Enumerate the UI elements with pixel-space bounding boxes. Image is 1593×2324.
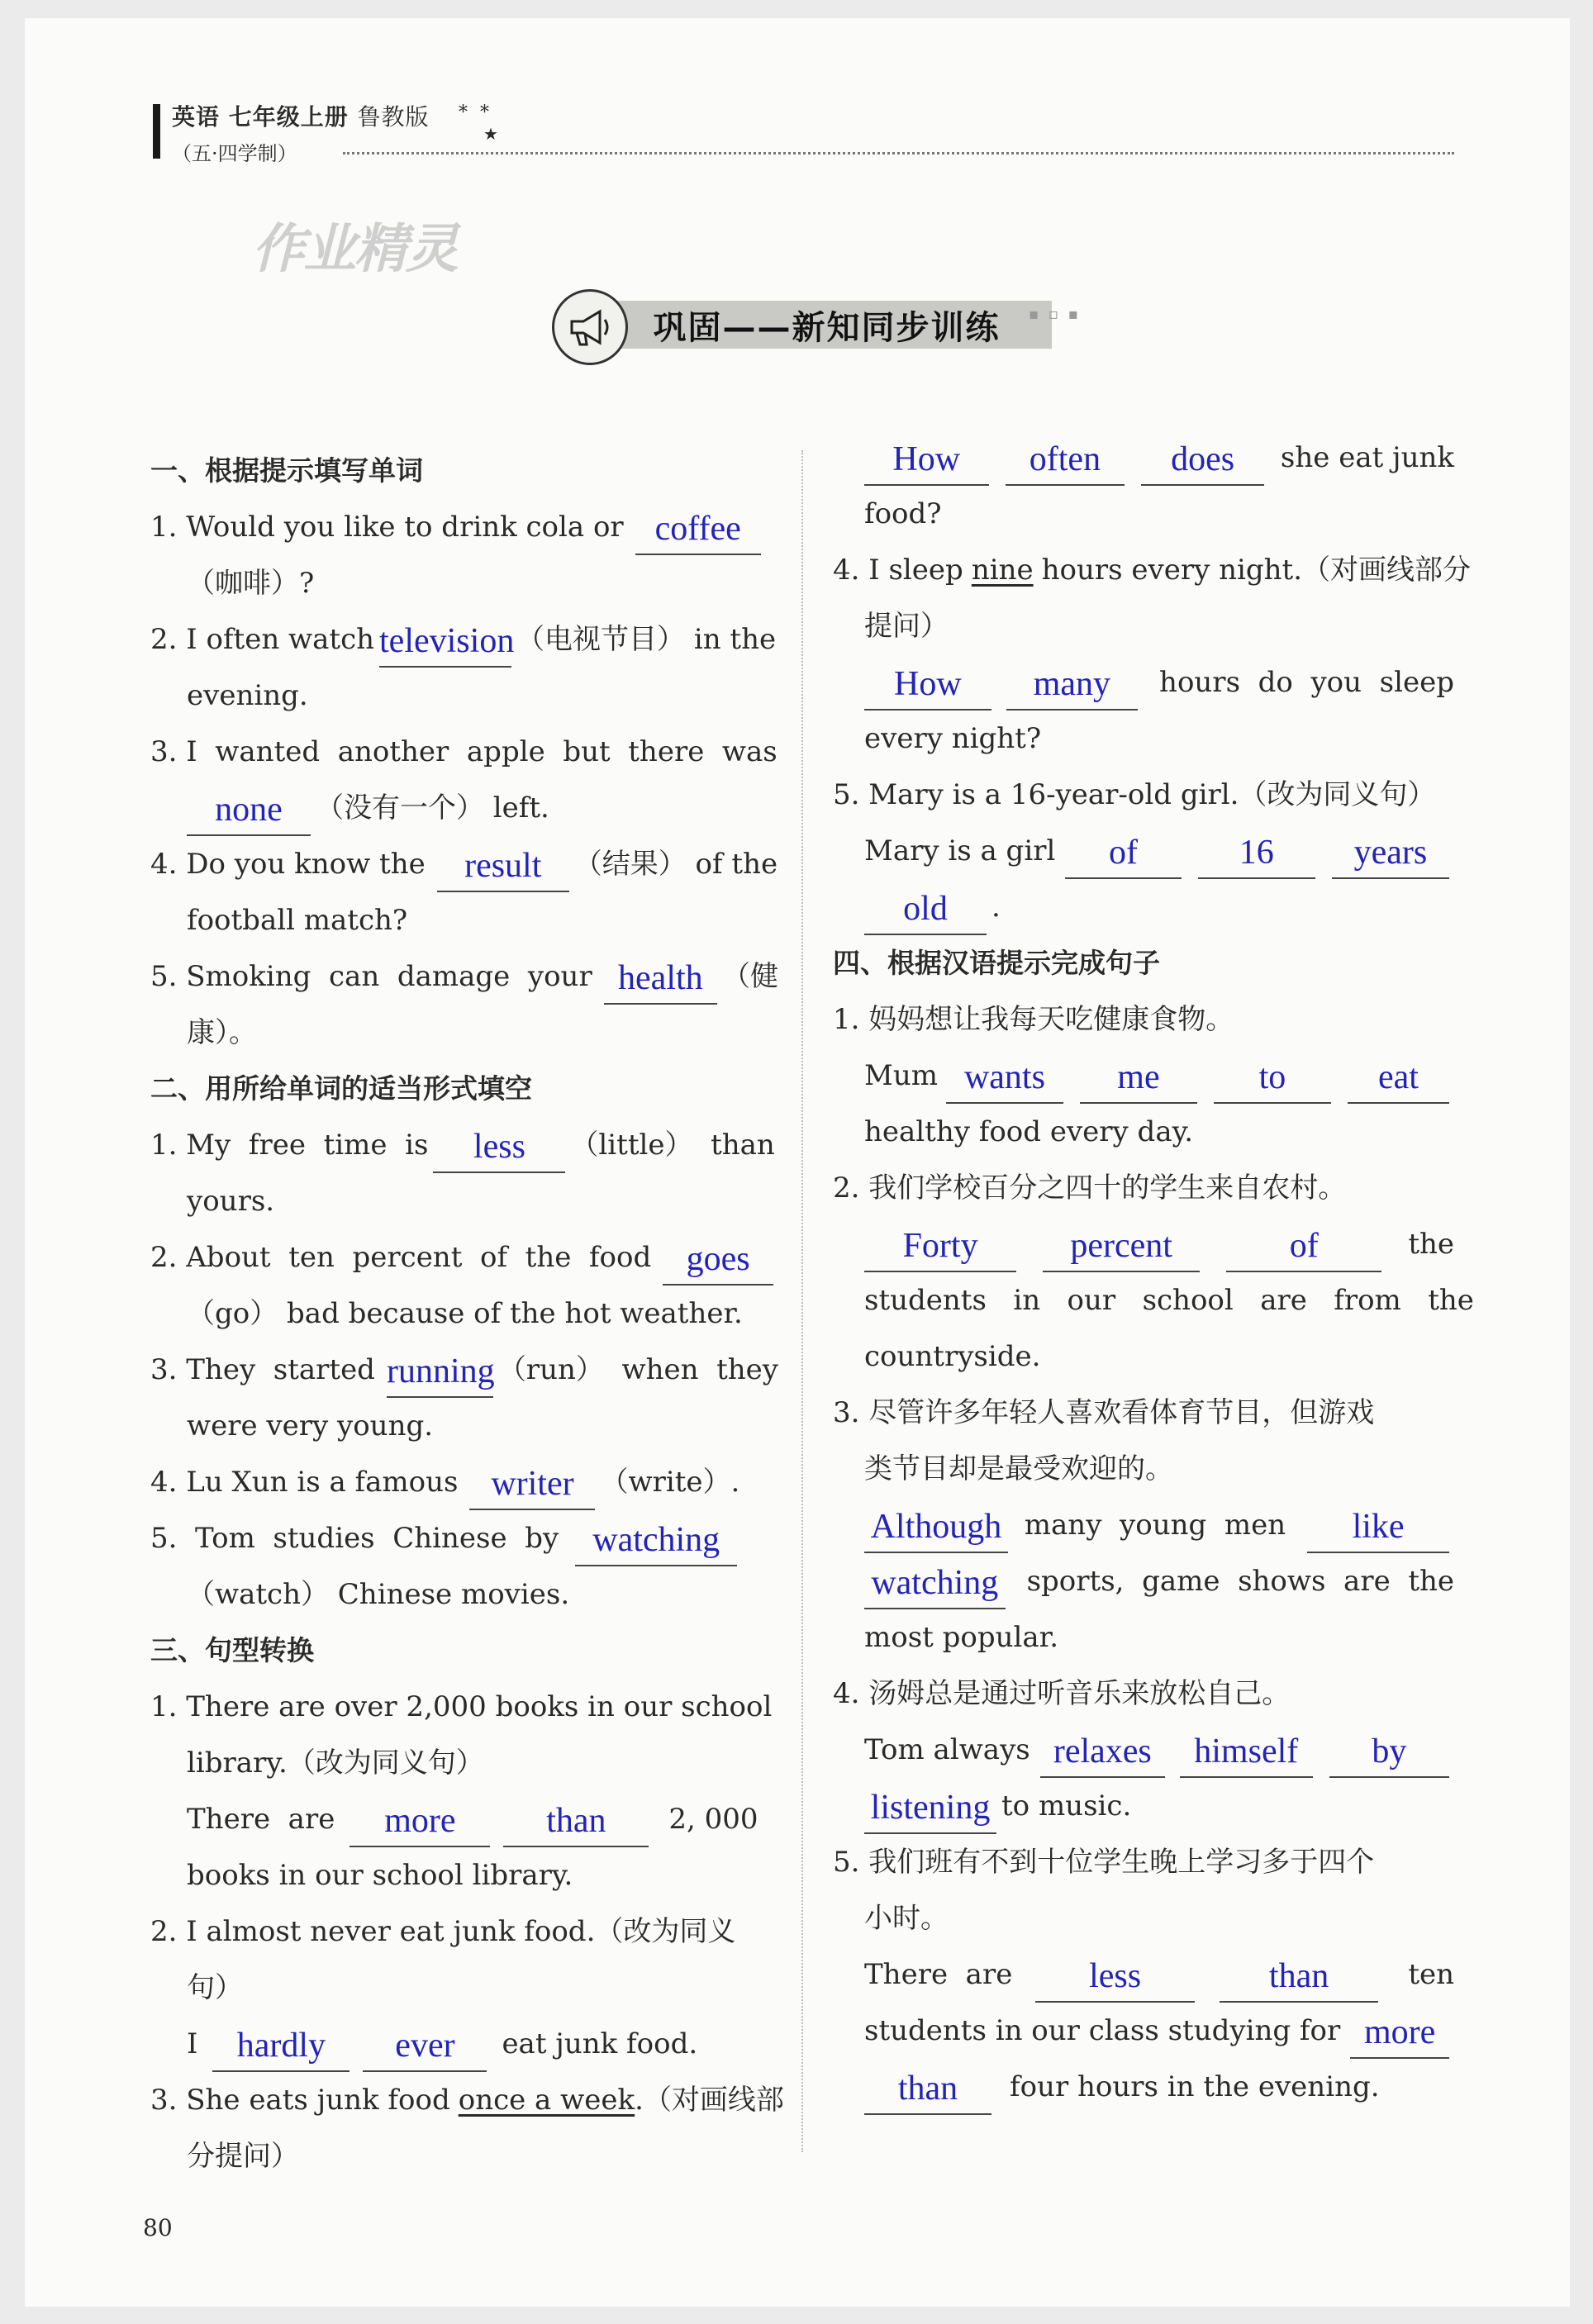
answer-blank[interactable]: often [1006, 436, 1125, 486]
question-line: library.（改为同义句） [187, 1747, 484, 1780]
question-line: 分提问） [187, 2140, 299, 2173]
answer-blank[interactable]: watching [575, 1517, 737, 1566]
section-heading: 四、根据汉语提示完成句子 [833, 947, 1160, 979]
question-line: 2. 我们学校百分之四十的学生来自农村。 [833, 1172, 1347, 1205]
question-line: every night? [864, 722, 1042, 755]
question-line: （咖啡）? [187, 567, 315, 600]
left-column [150, 443, 784, 2184]
right-column [833, 430, 1474, 2115]
question-line: （watch） Chinese movies. [187, 1578, 570, 1611]
answer-blank[interactable]: listening [864, 1785, 996, 1834]
question-line: countryside. [864, 1340, 1041, 1373]
question-line: Tom always relaxes himself by [833, 1722, 1454, 1778]
answer-blank[interactable]: than [503, 1798, 649, 1847]
question-line: I hardly ever eat junk food. [150, 2016, 778, 2072]
answer-blank[interactable]: himself [1180, 1728, 1313, 1778]
answer-blank[interactable]: none [187, 787, 311, 836]
answer-blank[interactable]: to [1214, 1054, 1331, 1104]
question-line: were very young. [187, 1409, 434, 1442]
question-line: food? [864, 497, 942, 530]
section-heading: 一、根据提示填写单词 [150, 454, 423, 487]
question-line: 1. 妈妈想让我每天吃健康食物。 [833, 1003, 1234, 1036]
question-line: 2. About ten percent of the food goes [150, 1229, 778, 1286]
question-line: Mary is a girl of 16 years [833, 823, 1454, 879]
question-line: 句） [187, 1971, 243, 2004]
section-title: 巩固——新知同步训练 [653, 308, 1001, 347]
question-line: 1. There are over 2,000 books in our school [150, 1690, 773, 1723]
answer-blank[interactable]: writer [469, 1461, 595, 1510]
question-line: 4. 汤姆总是通过听音乐来放松自己。 [833, 1677, 1291, 1710]
question-line: 3. I wanted another apple but there was [150, 735, 777, 768]
question-line: 4. Do you know the result （结果） of the [150, 836, 778, 892]
answer-blank[interactable]: 16 [1198, 829, 1315, 879]
question-line: watching sports, game shows are the [833, 1553, 1454, 1609]
question-line: than four hours in the evening. [833, 2059, 1454, 2115]
answer-blank[interactable]: Although [864, 1504, 1008, 1553]
answer-blank[interactable]: many [1006, 661, 1138, 711]
answer-blank[interactable]: eat [1348, 1054, 1449, 1104]
question-line: （go） bad because of the hot weather. [187, 1297, 743, 1330]
question-line: 3. They started running （run） when they [150, 1342, 778, 1398]
answer-blank[interactable]: percent [1043, 1223, 1200, 1272]
answer-blank[interactable]: goes [663, 1236, 773, 1286]
question-line: How many hours do you sleep [833, 654, 1454, 711]
question-line: 4. I sleep nine hours every night.（对画线部分 [833, 554, 1472, 587]
answer-blank[interactable]: watching [864, 1560, 1006, 1609]
question-line: 类节目却是最受欢迎的。 [864, 1452, 1173, 1485]
answer-blank[interactable]: more [350, 1798, 490, 1847]
question-line: most popular. [864, 1621, 1058, 1654]
question-line: Mum wants me to eat [833, 1048, 1454, 1104]
header-subtitle: （五·四学制） [172, 142, 297, 165]
watermark-logo: 作业精灵 [252, 219, 457, 280]
question-line: healthy food every day. [864, 1115, 1194, 1148]
question-line: books in our school library. [187, 1859, 573, 1892]
header-divider [343, 152, 1454, 154]
answer-blank[interactable]: Forty [864, 1223, 1016, 1272]
question-line: none （没有一个） left. [150, 780, 778, 836]
question-line: old . [833, 879, 1454, 935]
star-icon: ★ [483, 124, 498, 144]
answer-blank[interactable]: How [864, 661, 991, 711]
answer-blank[interactable]: result [437, 843, 569, 892]
question-line: 2. I often watch television （电视节目） in the [150, 611, 778, 668]
answer-blank[interactable]: does [1141, 436, 1264, 486]
answer-blank[interactable]: than [864, 2065, 991, 2115]
question-line: 1. My free time is less （little） than [150, 1117, 778, 1173]
answer-blank[interactable]: me [1080, 1054, 1197, 1104]
header-title: 英语 七年级上册 鲁教版 [172, 103, 430, 131]
question-line: 1. Would you like to drink cola or coffee [150, 499, 778, 555]
section-title-banner [552, 289, 1081, 362]
answer-blank[interactable]: years [1332, 829, 1449, 879]
answer-blank[interactable]: old [864, 886, 987, 935]
question-line: 4. Lu Xun is a famous writer （write）. [150, 1454, 778, 1510]
answer-blank[interactable]: like [1307, 1504, 1449, 1553]
question-line: Forty percent of the [833, 1216, 1454, 1272]
answer-blank[interactable]: hardly [212, 2022, 350, 2072]
question-line: students in our class studying for more [833, 2003, 1454, 2059]
question-line: There are more than 2, 000 [150, 1791, 778, 1847]
answer-blank[interactable]: of [1226, 1223, 1381, 1272]
question-line: 提问） [864, 610, 949, 643]
section-heading: 三、句型转换 [150, 1634, 314, 1666]
question-line: There are less than ten [833, 1946, 1454, 2003]
question-line: 5. 我们班有不到十位学生晚上学习多于四个 [833, 1846, 1375, 1879]
answer-blank[interactable]: by [1329, 1728, 1449, 1778]
question-line: football match? [187, 904, 408, 937]
question-line: listening to music. [833, 1778, 1454, 1834]
answer-blank[interactable]: television [379, 618, 511, 668]
answer-blank[interactable]: coffee [635, 506, 761, 555]
question-line: 3. 尽管许多年轻人喜欢看体育节目，但游戏 [833, 1396, 1375, 1429]
answer-blank[interactable]: more [1350, 2009, 1449, 2059]
question-line: 5. Tom studies Chinese by watching [150, 1510, 778, 1566]
answer-blank[interactable]: running [387, 1348, 493, 1398]
column-divider [801, 450, 803, 2152]
question-line: evening. [187, 679, 308, 712]
answer-blank[interactable]: less [433, 1124, 565, 1173]
question-line: 3. She eats junk food once a week .（对画线部 [150, 2084, 784, 2117]
answer-blank[interactable]: less [1035, 1953, 1194, 2003]
answer-blank[interactable]: of [1065, 829, 1181, 879]
section-heading: 二、用所给单词的适当形式填空 [150, 1072, 532, 1105]
answer-blank[interactable]: relaxes [1040, 1728, 1165, 1778]
question-line: 康）。 [187, 1016, 257, 1049]
question-line: 5. Mary is a 16-year-old girl.（改为同义句） [833, 778, 1436, 811]
page-number: 80 [143, 2214, 173, 2241]
question-line: students in our school are from the [864, 1284, 1474, 1317]
answer-blank[interactable]: How [864, 436, 989, 486]
pixel-decoration: ▪ ▫ ▪ [1028, 306, 1081, 323]
megaphone-icon [552, 289, 628, 365]
answer-blank[interactable]: wants [946, 1054, 1063, 1104]
question-line: 2. I almost never eat junk food.（改为同义 [150, 1915, 736, 1948]
question-line: How often does she eat junk [833, 430, 1454, 486]
answer-blank[interactable]: than [1220, 1953, 1378, 2003]
question-line: 5. Smoking can damage your health （健 [150, 948, 778, 1005]
question-line: 小时。 [864, 1902, 949, 1935]
answer-blank[interactable]: ever [363, 2022, 487, 2072]
section-title-band [602, 301, 1052, 349]
header-stars: * * [459, 102, 492, 123]
question-line: yours. [187, 1185, 275, 1218]
header-bar [153, 104, 160, 159]
question-line: Although many young men like [833, 1497, 1454, 1553]
answer-blank[interactable]: health [604, 955, 717, 1005]
